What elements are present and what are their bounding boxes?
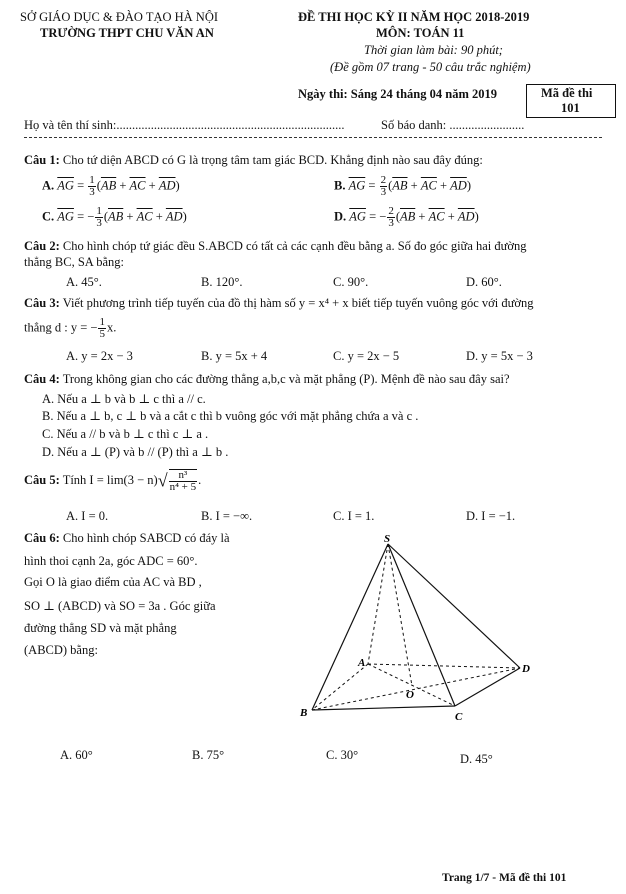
q1-c-sign: − — [87, 209, 95, 224]
page-footer: Trang 1/7 - Mã đề thi 101 — [442, 872, 567, 884]
q1-c-lhs: $\overline{AG}$ — [57, 209, 74, 224]
q6-option-d: D. 45° — [460, 752, 493, 766]
q2-option-b: B. 120°. — [201, 275, 243, 289]
q1-number: Câu 1: — [24, 153, 60, 167]
q2-option-d: D. 60°. — [466, 275, 502, 289]
q1-d-coef — [387, 206, 395, 229]
q3-text2b: x. — [106, 320, 117, 335]
edge-AD — [368, 664, 520, 668]
q3-text2 — [24, 317, 116, 340]
q5-option-b: B. I = −∞. — [201, 509, 253, 523]
q1-b-coef — [380, 175, 388, 198]
duration: Thời gian làm bài: 90 phút; — [364, 43, 503, 57]
q3-frac-n: 1 — [99, 316, 105, 328]
q6-line2: hình thoi cạnh 2a, góc ADC = 60°. — [24, 554, 198, 568]
question-5 — [24, 469, 201, 493]
q1-d-label: D. — [334, 209, 347, 224]
q6-option-b: B. 75° — [192, 748, 225, 762]
diag-BD — [312, 668, 520, 710]
label-O: O — [406, 689, 414, 701]
q5-option-c: C. I = 1. — [333, 509, 375, 523]
q3-number: Câu 3: — [24, 296, 60, 310]
q1-a-v2: $\overline{AC}$ — [129, 178, 146, 193]
edge-BC — [312, 706, 455, 710]
candidate-name-field: Họ và tên thí sinh:......................................................................... — [24, 118, 345, 132]
q4-option-c: C. Nếu a // b và b ⊥ c thì c ⊥ a . — [42, 427, 209, 441]
q6-line4: SO ⊥ (ABCD) và SO = 3a . Góc giữa — [24, 599, 216, 613]
q1-d-lhs: $\overline{AG}$ — [349, 209, 366, 224]
q2-option-c: C. 90°. — [333, 275, 369, 289]
q2-option-a: A. 45°. — [66, 275, 102, 289]
q5-sqrt-frac — [169, 469, 198, 493]
q1-a-coef-d: 3 — [89, 186, 95, 198]
q3-option-c: C. y = 2x − 5 — [333, 349, 400, 363]
q1-a-lhs: $\overline{AG}$ — [57, 178, 74, 193]
q1-text: Cho tứ diện ABCD có G là trọng tâm tam giác BCD. Khẳng định nào sau đây đúng: — [62, 153, 483, 167]
question-4 — [24, 372, 510, 387]
q4-text: Trong không gian cho các đường thẳng a,b,c và mặt phẳng (P). Mệnh đề nào sau đây sai? — [62, 372, 510, 386]
q5-option-a: A. I = 0. — [66, 509, 109, 523]
exam-code-label: Mã đề thi — [541, 86, 593, 100]
question-3 — [24, 296, 534, 311]
q1-d-v2: $\overline{AC}$ — [428, 209, 445, 224]
q3-option-a: A. y = 2x − 3 — [66, 349, 133, 363]
q1-a-v3: $\overline{AD}$ — [158, 178, 176, 193]
label-C: C — [455, 711, 463, 723]
q2-number: Câu 2: — [24, 239, 60, 253]
org-line2: TRƯỜNG THPT CHU VĂN AN — [40, 26, 214, 40]
edge-SD — [388, 544, 520, 668]
q3-text2a: thẳng d : y = − — [24, 320, 98, 335]
q6-line5: đường thẳng SD và mặt phẳng — [24, 621, 177, 635]
q1-b-coef-d: 3 — [380, 186, 387, 198]
q1-b-v1: $\overline{AB}$ — [392, 178, 408, 193]
q1-option-a: A. $\overline{AG}$ = $\frac{1}{3}$ $(\overline{AB} + \overline{AC} + \overline{AD})$ — [42, 174, 180, 198]
exam-code-box — [526, 84, 616, 118]
q4-option-a: A. Nếu a ⊥ b và b ⊥ c thì a // c. — [42, 392, 206, 406]
q1-b-v2: $\overline{AC}$ — [420, 178, 437, 193]
q5-option-d: D. I = −1. — [466, 509, 516, 523]
label-B: B — [300, 707, 308, 719]
q5-sqrt-d: n⁴ + 5 — [169, 481, 197, 493]
q2-text1: Cho hình chóp tứ giác đều S.ABCD có tất cả các cạnh đều bằng a. Số đo góc giữa hai đường — [62, 239, 527, 253]
q1-a-coef — [88, 175, 96, 198]
q3-text1: Viết phương trình tiếp tuyến của đồ thị hàm số y = x⁴ + x biết tiếp tuyến vuông góc với đường — [62, 296, 534, 310]
exam-code-value: 101 — [561, 101, 580, 115]
q1-c-v2: $\overline{AC}$ — [136, 209, 153, 224]
q1-d-v1: $\overline{AB}$ — [400, 209, 416, 224]
org-line1: SỞ GIÁO DỤC & ĐÀO TẠO HÀ NỘI — [20, 10, 219, 24]
q3-option-b: B. y = 5x + 4 — [201, 349, 268, 363]
question-2 — [24, 239, 527, 254]
q5-text-b: . — [198, 472, 202, 487]
question-6 — [24, 531, 230, 546]
sqrt-icon: √ — [157, 470, 168, 491]
q1-c-coef-d: 3 — [96, 217, 102, 229]
q5-sqrt-n: n³ — [169, 470, 198, 482]
q5-text-a: Tính I = lim(3 − n) — [62, 472, 158, 487]
q3-frac — [98, 317, 106, 340]
question-1 — [24, 153, 483, 168]
pyramid-figure — [290, 530, 540, 730]
label-A: A — [358, 657, 366, 669]
q1-a-label: A. — [42, 178, 55, 193]
q1-b-coef-n: 2 — [380, 174, 387, 186]
candidate-id-field: Số báo danh: ........................ — [381, 118, 525, 132]
q3-frac-d: 5 — [99, 328, 105, 340]
label-S: S — [384, 533, 391, 545]
q1-c-v1: $\overline{AB}$ — [108, 209, 124, 224]
q6-line6: (ABCD) bằng: — [24, 643, 98, 657]
q6-number: Câu 6: — [24, 531, 60, 545]
q1-b-v3: $\overline{AD}$ — [450, 178, 467, 193]
edge-CD — [455, 668, 520, 706]
q1-c-label: C. — [42, 209, 55, 224]
q1-c-coef-n: 1 — [96, 205, 102, 217]
q1-b-lhs: $\overline{AG}$ — [348, 178, 366, 193]
q1-c-v3: $\overline{AD}$ — [165, 209, 183, 224]
pages-note: (Đề gồm 07 trang - 50 câu trắc nghiệm) — [330, 60, 531, 74]
separator — [24, 137, 602, 138]
q1-option-c: C. $\overline{AG}$ = − $\frac{1}{3}$ $(\overline{AB} + \overline{AC} + \overline{AD})$ — [42, 205, 187, 229]
exam-title: ĐỀ THI HỌC KỲ II NĂM HỌC 2018-2019 — [298, 10, 530, 24]
label-D: D — [522, 663, 530, 675]
subject: MÔN: TOÁN 11 — [376, 26, 465, 40]
edge-SA — [368, 544, 388, 664]
q1-d-v3: $\overline{AD}$ — [457, 209, 475, 224]
q1-d-coef-d: 3 — [388, 217, 394, 229]
q6-line1: Cho hình chóp SABCD có đáy là — [62, 531, 230, 545]
q1-option-b: B. $\overline{AG}$ = $\frac{2}{3}$ $(\overline{AB} + \overline{AC} + \overline{AD})$ — [334, 174, 471, 198]
q1-option-d: D. $\overline{AG}$ = − $\frac{2}{3}$ $(\overline{AB} + \overline{AC} + \overline{AD})$ — [334, 205, 479, 229]
q1-d-sign: − — [379, 209, 387, 224]
q1-a-v1: $\overline{AB}$ — [100, 178, 117, 193]
q4-option-b: B. Nếu a ⊥ b, c ⊥ b và a cắt c thì b vuông góc với mặt phẳng chứa a và c . — [42, 409, 419, 423]
q1-a-coef-n: 1 — [89, 174, 95, 186]
q6-option-a: A. 60° — [60, 748, 93, 762]
exam-date: Ngày thi: Sáng 24 tháng 04 năm 2019 — [298, 87, 497, 101]
q1-d-coef-n: 2 — [388, 205, 394, 217]
edge-AB — [312, 664, 368, 710]
q1-c-coef — [95, 206, 103, 229]
q3-option-d: D. y = 5x − 3 — [466, 349, 533, 363]
edge-SC — [388, 544, 455, 706]
q2-text2: thẳng BC, SA bằng: — [24, 255, 125, 269]
edge-SB — [312, 544, 388, 710]
q4-option-d: D. Nếu a ⊥ (P) và b // (P) thì a ⊥ b . — [42, 445, 229, 459]
q6-line3: Gọi O là giao điểm của AC và BD , — [24, 575, 202, 589]
q6-option-c: C. 30° — [326, 748, 359, 762]
q5-number: Câu 5: — [24, 472, 60, 487]
q1-b-label: B. — [334, 178, 346, 193]
q4-number: Câu 4: — [24, 372, 60, 386]
